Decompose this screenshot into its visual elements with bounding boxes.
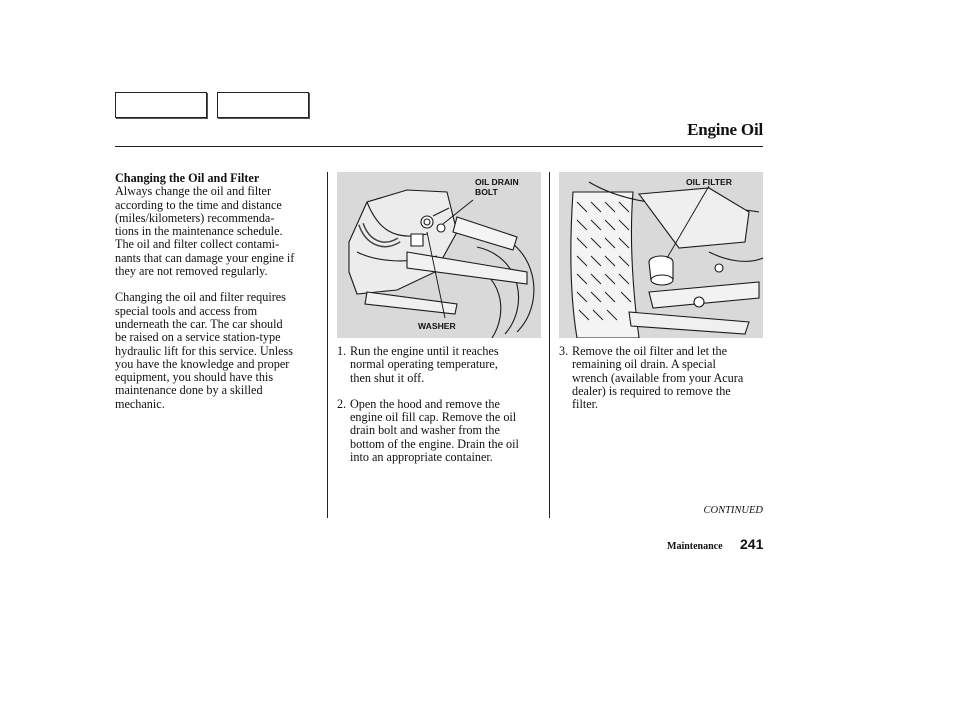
text-line: (miles/kilometers) recommenda-	[115, 210, 275, 225]
column-divider-2	[549, 172, 550, 518]
left-column	[115, 172, 321, 411]
text-line: wrench (available from your Acura	[572, 370, 744, 385]
page-number: 241	[740, 536, 764, 552]
oil-drain-bolt-illustration	[337, 172, 541, 338]
text-line: Run the engine until it reaches	[350, 344, 499, 358]
step-2	[337, 398, 545, 464]
text-line: underneath the car. The car should	[115, 316, 283, 331]
text-line: remaining oil drain. A special	[572, 357, 716, 372]
text-line: tions in the maintenance schedule.	[115, 224, 283, 239]
text-line: Always change the oil and filter	[115, 184, 272, 199]
intro-paragraph	[115, 185, 321, 278]
title-divider	[115, 146, 763, 147]
text-line: special tools and access from	[115, 303, 258, 318]
text-line: you have the knowledge and proper	[115, 356, 290, 371]
text-line: be raised on a service station-type	[115, 330, 281, 345]
text-line: hydraulic lift for this service. Unless	[115, 343, 294, 358]
text-line: into an appropriate container.	[350, 450, 493, 465]
text-line: then shut it off.	[350, 370, 425, 385]
text-line: according to the time and distance	[115, 197, 282, 212]
callout-washer: WASHER	[418, 321, 456, 331]
text-line: The oil and filter collect contami-	[115, 237, 280, 252]
text-line: Open the hood and remove the	[350, 396, 500, 411]
callout-line: BOLT	[475, 187, 498, 197]
right-column-steps	[559, 345, 769, 411]
page-title: Engine Oil	[687, 120, 763, 139]
step-number: 3.	[559, 344, 569, 358]
text-line: equipment, you should have this	[115, 370, 274, 385]
nav-button-main-menu[interactable]	[115, 92, 207, 118]
nav-button-index[interactable]	[217, 92, 309, 118]
text-line: Changing the oil and filter requires	[115, 290, 286, 305]
footer-section-name: Maintenance	[667, 541, 723, 552]
column-divider-1	[327, 172, 328, 518]
callout-oil-drain-bolt	[475, 177, 519, 197]
step-1	[337, 345, 545, 385]
step-3	[559, 345, 769, 411]
section-heading: Changing the Oil and Filter	[115, 171, 260, 185]
text-line: filter.	[572, 397, 599, 412]
continued-label: CONTINUED	[703, 505, 763, 516]
middle-column-steps	[337, 345, 545, 464]
service-paragraph	[115, 291, 321, 411]
text-line: Remove the oil filter and let the	[572, 344, 728, 358]
text-line: they are not removed regularly.	[115, 264, 268, 279]
text-line: bottom of the engine. Drain the oil	[350, 436, 519, 451]
text-line: maintenance done by a skilled	[115, 383, 263, 398]
text-line: normal operating temperature,	[350, 357, 498, 372]
callout-line: OIL DRAIN	[475, 177, 519, 187]
text-line: drain bolt and washer from the	[350, 423, 500, 438]
oil-filter-illustration	[559, 172, 763, 338]
text-line: mechanic.	[115, 396, 165, 411]
step-number: 2.	[337, 396, 347, 411]
step-number: 1.	[337, 344, 347, 358]
text-line: dealer) is required to remove the	[572, 383, 731, 398]
text-line: nants that can damage your engine if	[115, 250, 295, 265]
text-line: engine oil fill cap. Remove the oil	[350, 410, 517, 425]
callout-oil-filter: OIL FILTER	[686, 177, 732, 187]
